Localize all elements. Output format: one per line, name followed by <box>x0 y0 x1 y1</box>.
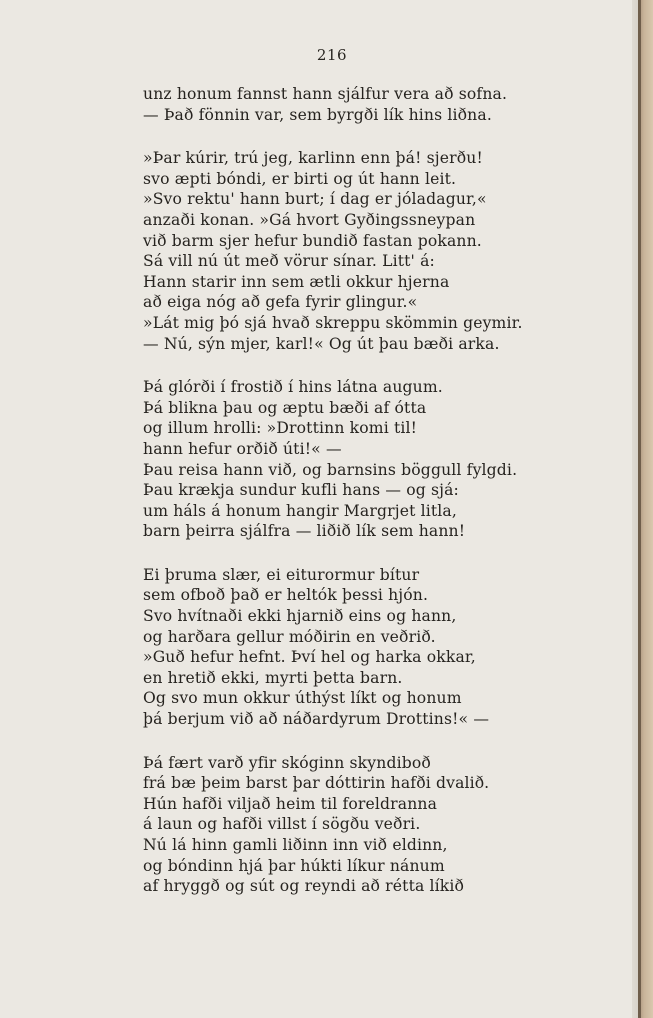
poem-line: af hryggð og sút og reyndi að rétta líkið <box>143 877 465 896</box>
poem-line: »Lát mig þó sjá hvað skreppu skömmin geymir. <box>143 313 523 332</box>
poem-line: sem ofboð það er heltók þessi hjón. <box>143 586 429 605</box>
stanza-2 <box>143 148 523 354</box>
poem-line: Þá fært varð yfir skóginn skyndiboð <box>143 753 431 772</box>
page-number: 216 <box>316 46 348 64</box>
poem-line: Hann starir inn sem ætli okkur hjerna <box>143 272 450 291</box>
poem-line: og illum hrolli: »Drottinn komi til! <box>143 419 418 438</box>
poem-line: — Nú, sýn mjer, karl!« Og út þau bæði arka. <box>143 334 500 353</box>
poem-line: barn þeirra sjálfra — liðið lík sem hann! <box>143 522 466 541</box>
poem-line: svo æpti bóndi, er birti og út hann leit. <box>143 169 457 188</box>
poem-line: við barm sjer hefur bundið fastan pokann. <box>143 231 482 250</box>
poem-line: þá berjum við að náðardyrum Drottins!« — <box>143 710 490 729</box>
poem-line: unz honum fannst hann sjálfur vera að sofna. <box>143 85 508 103</box>
poem-line: — Það fönnin var, sem byrgði lík hins liðna. <box>143 105 492 124</box>
poem-line: Þau krækja sundur kufli hans — og sjá: <box>143 481 459 500</box>
stanza-1 <box>143 84 513 125</box>
poem-line: Og svo mun okkur úthýst líkt og honum <box>143 689 462 708</box>
poem-line: og bóndinn hjá þar húkti líkur nánum <box>143 856 445 875</box>
poem-line: Þau reisa hann við, og barnsins böggull fylgdi. <box>143 460 518 479</box>
binding-shadow <box>638 0 641 1018</box>
poem-line: að eiga nóg að gefa fyrir glingur.« <box>143 293 418 312</box>
stanza-3 <box>143 377 518 542</box>
poem-line: Ei þruma slær, ei eiturormur bítur <box>143 565 420 584</box>
stanza-5 <box>143 753 513 897</box>
poem-line: Nú lá hinn gamli liðinn inn við eldinn, <box>143 836 448 854</box>
poem-line: en hretið ekki, myrti þetta barn. <box>143 668 403 687</box>
poem-line: Hún hafði viljað heim til foreldranna <box>143 794 438 813</box>
poem-line: um háls á honum hangir Margrjet litla, <box>143 501 457 520</box>
poem-line: Þá glórði í frostið í hins látna augum. <box>143 378 443 397</box>
poem-line: Svo hvítnaði ekki hjarnið eins og hann, <box>143 607 457 626</box>
poem-line: »Guð hefur hefnt. Því hel og harka okkar, <box>143 648 476 667</box>
stanza-4 <box>143 565 513 730</box>
poem-line: »Þar kúrir, trú jeg, karlinn enn þá! sjerðu! <box>143 149 483 168</box>
poem-line: anzaði konan. »Gá hvort Gyðingssneypan <box>143 210 476 229</box>
poem-line: hann hefur orðið úti!« — <box>143 439 342 458</box>
poem-line: frá bæ þeim barst þar dóttirin hafði dvalið. <box>143 774 490 793</box>
poem-line: Þá blikna þau og æptu bæði af ótta <box>143 398 427 417</box>
poem-line: og harðara gellur móðirin en veðrið. <box>143 627 436 646</box>
poem-line: Sá vill nú út með vörur sínar. Litt' á: <box>143 252 435 271</box>
poem-line: á laun og hafði villst í sögðu veðri. <box>143 815 421 834</box>
poem-line: »Svo rektu' hann burt; í dag er jóladagur,« <box>143 190 487 209</box>
poem-text <box>143 84 523 920</box>
